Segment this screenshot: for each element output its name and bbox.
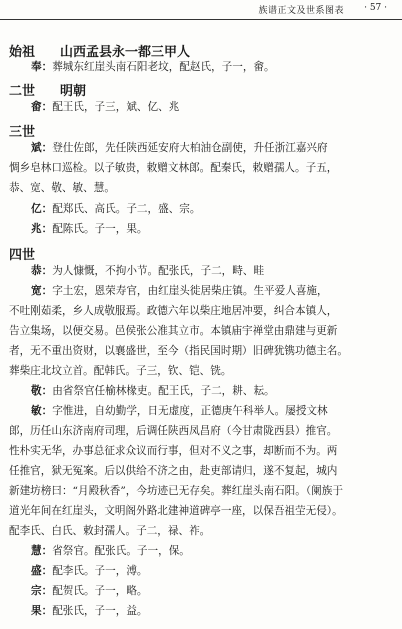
text-line: 敏：字惟进，自幼勤学，日无虚度，正德庚午科举人。屡授文林 bbox=[31, 405, 328, 417]
text-line: 果：配张氏，子一，益。 bbox=[31, 605, 148, 617]
text-line: 敬：由省祭官任榆林椽吏。配王氏，子二，耕、耘。 bbox=[31, 385, 275, 397]
text-line: 盛：配李氏。子一，溥。 bbox=[31, 565, 148, 577]
text-line: 慧：省祭官。配张氏。子一，保。 bbox=[31, 545, 190, 557]
text-line: 惆乡皂林口巡检。以子敏贵，敕赠文林郎。配秦氏，敕赠孺人。子五， bbox=[9, 162, 338, 174]
text-line: 斌：登仕佐郎，先任陕西延安府大柏油仓副使，升任浙江嘉兴府 bbox=[31, 142, 328, 154]
generation-label-sishi: 四世 bbox=[9, 248, 36, 263]
text-line: 兆：配陈氏。子一，果。 bbox=[31, 223, 148, 235]
generation-label-shizu: 始祖 bbox=[9, 45, 36, 60]
text-line: 郎，历任山东济南府司理，后调任陕西凤昌府（今甘肃陇西县）推官。 bbox=[9, 425, 338, 437]
text-line: 亿：配郑氏、高氏。子二，盛、宗。 bbox=[31, 203, 201, 215]
page-header bbox=[0, 0, 402, 20]
text-line: 恭：为人慷慨，不拘小节。配张氏，子二，畤、畦 bbox=[31, 265, 265, 277]
text-line: 恭、宽、敬、敏、慧。 bbox=[9, 182, 115, 194]
text-line: 任推官，狱无冤案。后以供给不济之由，赴吏部请归，遂不复起，城内 bbox=[9, 465, 338, 477]
text-line: 葬柴庄北坟立首。配韩氏。子三，钦、铠、铣。 bbox=[9, 365, 232, 377]
text-line: 畲：配王氏，子三，斌、亿、兆 bbox=[31, 101, 180, 113]
text-line: 性朴实无华，办事总征求众议而行事，但对不义之事，却断而不为。两 bbox=[9, 445, 338, 457]
text-line: 奉：葬城东红崖头南石阳老坟，配赵氏，子一，畲。 bbox=[31, 61, 275, 73]
text-line: 者，无不重出资财，以襄盛世，至今（指民国时期）旧碑犹镌功德主名。 bbox=[9, 345, 348, 357]
text-line: 新建坊榜曰：“月殿秋香”，今坊迹已无存矣。葬红崖头南石阳。（阑族于 bbox=[9, 485, 343, 497]
header-title: 族谱正文及世系图表 bbox=[258, 6, 344, 16]
text-line: 宽：字土宏，恩荣寿官，由红崖头徙居柴庄镇。生平爱人喜施， bbox=[31, 285, 328, 297]
generation-title-ershi: 明朝 bbox=[60, 84, 87, 99]
text-line: 道光年间在红崖头，文明阁外路北建神道碑亭一座，以保吾祖茔无侵）。 bbox=[9, 505, 343, 517]
text-line: 配李氏、白氏、敕封孺人。子二，禄、祚。 bbox=[9, 525, 211, 537]
text-line: 宗：配贺氏。子一，略。 bbox=[31, 585, 148, 597]
page-number: · 57 · bbox=[364, 3, 387, 13]
text-line: 不吐刚茹柔，乡人成敬服焉。政德六年以柴庄地居冲要，纠合本镇人， bbox=[9, 305, 338, 317]
generation-label-sanshi: 三世 bbox=[9, 125, 36, 140]
generation-label-ershi: 二世 bbox=[9, 84, 36, 99]
generation-title-shizu: 山西孟县永一都三甲人 bbox=[60, 45, 191, 60]
text-line: 告立集场，以便交易。邑侯张公准其立市。本镇庙宇禅堂由鼎建与更新 bbox=[9, 325, 338, 337]
